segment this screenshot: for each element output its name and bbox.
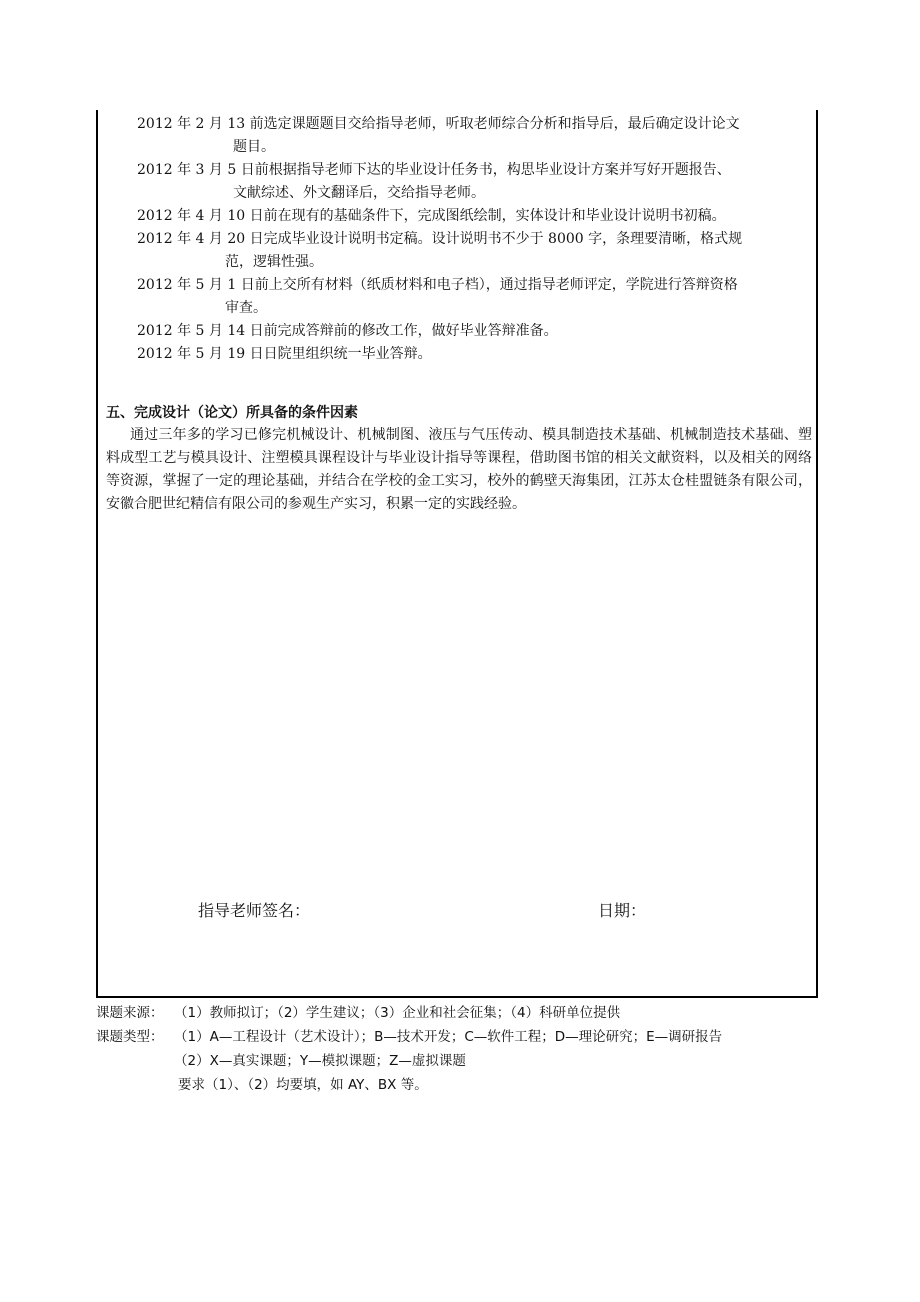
date-label: 日期： — [598, 901, 647, 920]
requirement-row — [96, 1073, 816, 1097]
schedule-item-line1: 2012 年 5 月 19 日日院里组织统一毕业答辩。 — [137, 346, 432, 362]
schedule-item — [137, 274, 813, 320]
schedule-item-line2: 审查。 — [225, 300, 267, 316]
schedule-item — [137, 159, 813, 205]
schedule-item — [137, 343, 813, 366]
schedule-list — [137, 113, 813, 366]
schedule-item-line2: 范，逻辑性强。 — [225, 254, 323, 270]
schedule-item — [137, 113, 813, 159]
section-paragraph: 通过三年多的学习已修完机械设计、机械制图、液压与气压传动、模具制造技术基础、机械制造技术基础、塑料成型工艺与模具设计、注塑模具课程设计与毕业设计指导等课程，借助图书馆的相关文献资料，以及相关的网络等资源，掌握了一定的理论基础，并结合在学校的金工实习，校外的鹤壁天海集团，江苏太仓桂盟链条有限公司，安徽合肥世纪精信有限公司的参观生产实习，积累一定的实践经验。 — [106, 427, 812, 512]
type-row-2 — [96, 1049, 816, 1073]
schedule-item-line1: 2012 年 5 月 14 日前完成答辩前的修改工作，做好毕业答辩准备。 — [137, 323, 558, 339]
source-text: （1）教师拟订；（2）学生建议；（3）企业和社会征集；（4）科研单位提供 — [174, 1005, 621, 1021]
schedule-item — [137, 228, 813, 274]
schedule-item — [137, 205, 813, 228]
footnotes — [96, 1001, 816, 1097]
requirement-text: 要求（1）、（2）均要填，如 AY、BX 等。 — [178, 1077, 428, 1093]
type-label: 课题类型： — [96, 1029, 164, 1045]
schedule-item-line1: 2012 年 2 月 13 前选定课题题目交给指导老师，听取老师综合分析和指导后，最后确定设计论文 — [137, 116, 740, 132]
schedule-item-line2: 题目。 — [233, 139, 275, 155]
type-line1: （1）A—工程设计（艺术设计）；B—技术开发；C—软件工程；D—理论研究；E—调研报告 — [174, 1029, 723, 1045]
schedule-item-line1: 2012 年 4 月 20 日完成毕业设计说明书定稿。设计说明书不少于 8000 字，条理要清晰，格式规 — [137, 231, 743, 247]
schedule-item-line2: 文献综述、外文翻译后，交给指导老师。 — [233, 185, 485, 201]
schedule-item-line1: 2012 年 4 月 10 日前在现有的基础条件下，完成图纸绘制，实体设计和毕业设计说明书初稿。 — [137, 208, 726, 224]
source-row — [96, 1001, 816, 1025]
advisor-signature-label: 指导老师签名： — [198, 901, 311, 920]
type-line2: （2）X—真实课题；Y—模拟课题；Z—虚拟课题 — [174, 1053, 466, 1069]
schedule-item-line1: 2012 年 5 月 1 日前上交所有材料（纸质材料和电子档），通过指导老师评定，学院进行答辩资格 — [137, 277, 738, 293]
source-label: 课题来源： — [96, 1005, 164, 1021]
schedule-item-line1: 2012 年 3 月 5 日前根据指导老师下达的毕业设计任务书，构思毕业设计方案并写好开题报告、 — [137, 162, 731, 178]
type-row — [96, 1025, 816, 1049]
section-title: 五、完成设计（论文）所具备的条件因素 — [106, 405, 358, 421]
schedule-item — [137, 320, 813, 343]
